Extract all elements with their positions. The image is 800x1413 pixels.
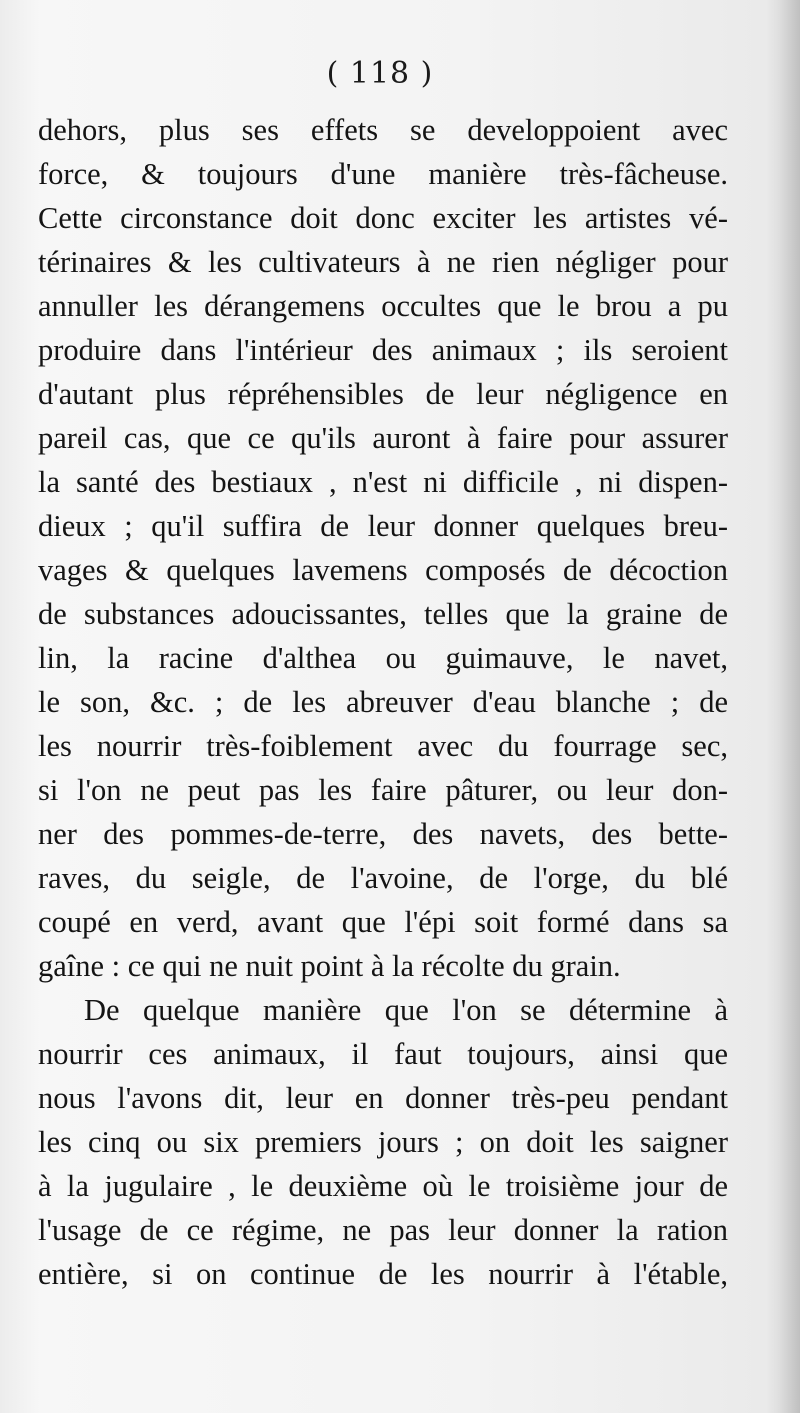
text-line: Cette circonstance doit donc exciter les artistes vé- <box>38 201 728 235</box>
text-line: vages & quelques lavemens composés de décoction <box>38 553 728 587</box>
page-number: ( 118 ) <box>326 56 434 91</box>
text-line: si l'on ne peut pas les faire pâturer, ou leur don- <box>38 773 728 807</box>
text-line: pareil cas, que ce qu'ils auront à faire pour assurer <box>38 421 728 455</box>
paragraph-1 <box>38 108 728 988</box>
text-line: dieux ; qu'il suffira de leur donner quelques breu- <box>38 509 728 543</box>
text-line: d'autant plus répréhensibles de leur négligence en <box>38 377 728 411</box>
text-line: dehors, plus ses effets se developpoient avec <box>38 113 728 147</box>
text-line: les cinq ou six premiers jours ; on doit les saigner <box>38 1125 728 1159</box>
text-line: térinaires & les cultivateurs à ne rien négliger pour <box>38 245 728 279</box>
text-line: nourrir ces animaux, il faut toujours, ainsi que <box>38 1037 728 1071</box>
text-line: lin, la racine d'althea ou guimauve, le navet, <box>38 641 728 675</box>
text-line: produire dans l'intérieur des animaux ; ils seroient <box>38 333 728 367</box>
text-line: nous l'avons dit, leur en donner très-peu pendant <box>38 1081 728 1115</box>
text-line: annuller les dérangemens occultes que le brou a pu <box>38 289 728 323</box>
text-line: coupé en verd, avant que l'épi soit formé dans sa <box>38 905 728 939</box>
text-line: de substances adoucissantes, telles que la graine de <box>38 597 728 631</box>
body-text <box>38 108 728 1296</box>
paragraph-2 <box>38 988 728 1296</box>
text-line: à la jugulaire , le deuxième où le troisième jour de <box>38 1169 728 1203</box>
text-line: gaîne : ce qui ne nuit point à la récolte du grain. <box>38 949 621 983</box>
text-line: ner des pommes-de-terre, des navets, des bette- <box>38 817 728 851</box>
text-line: force, & toujours d'une manière très-fâcheuse. <box>38 157 728 191</box>
text-line: le son, &c. ; de les abreuver d'eau blanche ; de <box>38 685 728 719</box>
text-line: entière, si on continue de les nourrir à l'étable, <box>38 1257 728 1291</box>
text-line: la santé des bestiaux , n'est ni difficile , ni dispen- <box>38 465 728 499</box>
page-edge-shadow <box>766 0 800 1413</box>
text-line: les nourrir très-foiblement avec du fourrage sec, <box>38 729 728 763</box>
text-line: De quelque manière que l'on se détermine à <box>84 993 728 1027</box>
text-line: raves, du seigle, de l'avoine, de l'orge, du blé <box>38 861 728 895</box>
text-line: l'usage de ce régime, ne pas leur donner la ration <box>38 1213 728 1247</box>
